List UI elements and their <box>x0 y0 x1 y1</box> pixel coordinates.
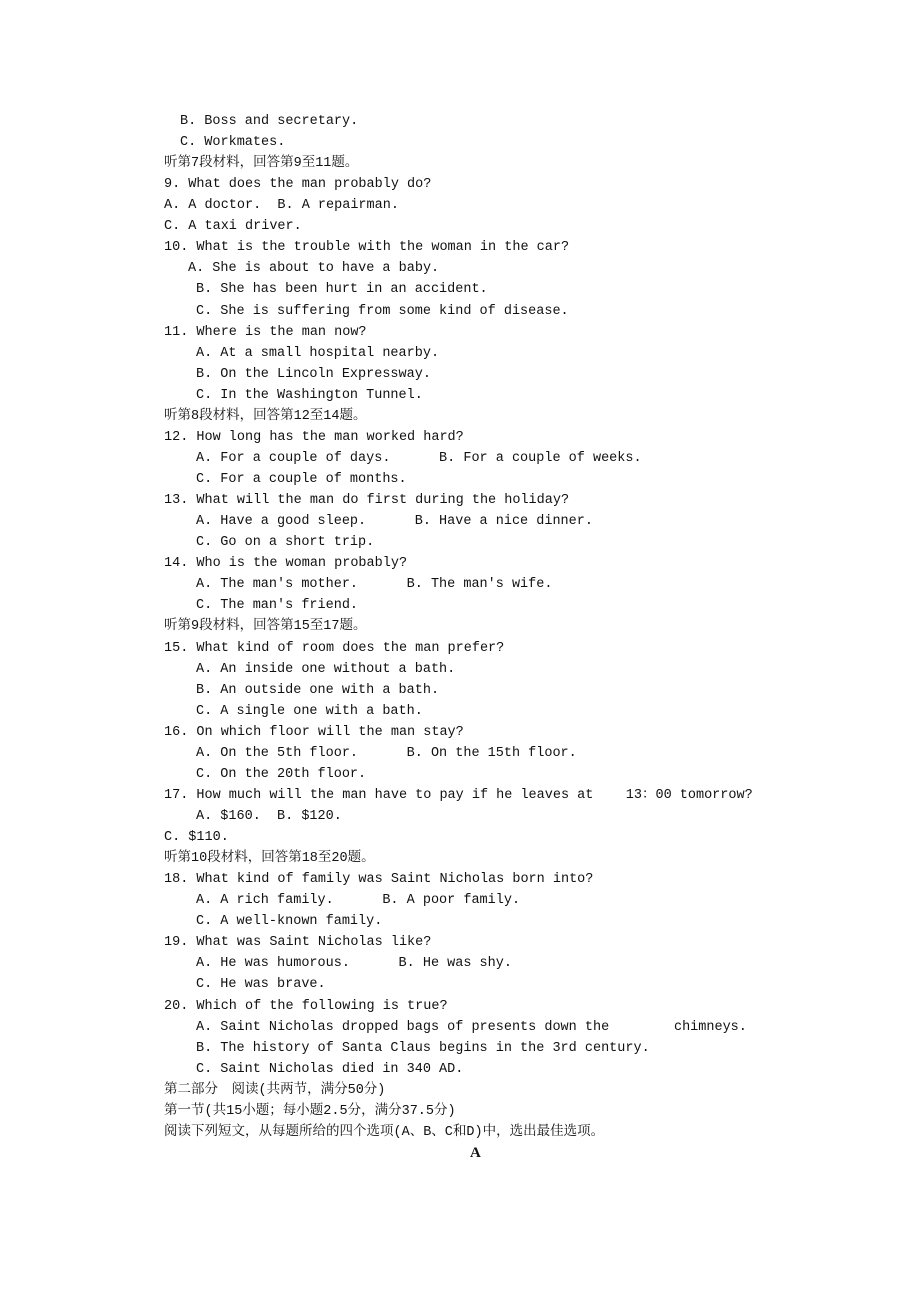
text-line: C. Go on a short trip. <box>196 535 375 551</box>
text-line: 听第10段材料，回答第18至20题。 <box>164 851 375 867</box>
text-line: 听第9段材料，回答第15至17题。 <box>164 619 367 635</box>
text-line: 16. On which floor will the man stay? <box>164 724 464 740</box>
text-line: C. A well-known family. <box>196 914 383 930</box>
text-line: C. The man's friend. <box>196 598 359 614</box>
text-line: 11. Where is the man now? <box>164 324 367 340</box>
text-line: 18. What kind of family was Saint Nicholas born into? <box>164 872 594 888</box>
text-line: A. Saint Nicholas dropped bags of presents down the chimneys. <box>196 1019 747 1035</box>
text-line: C. For a couple of months. <box>196 472 407 488</box>
text-line: A. A rich family. B. A poor family. <box>196 893 521 909</box>
text-line: 10. What is the trouble with the woman in the car? <box>164 240 570 256</box>
text-line: B. An outside one with a bath. <box>196 682 440 698</box>
text-line: B. The history of Santa Claus begins in the 3rd century. <box>196 1040 650 1056</box>
text-line: B. Boss and secretary. <box>180 114 359 129</box>
text-line: A. For a couple of days. B. For a couple of weeks. <box>196 450 642 466</box>
text-line: C. He was brave. <box>196 977 326 993</box>
passage-label: A <box>470 1144 481 1161</box>
text-line: 12. How long has the man worked hard? <box>164 429 464 445</box>
text-line: A. Have a good sleep. B. Have a nice dinner. <box>196 514 593 530</box>
text-line: A. $160. B. $120. <box>196 808 342 824</box>
text-line: C. Saint Nicholas died in 340 AD. <box>196 1061 464 1077</box>
text-line: 阅读下列短文，从每题所给的四个选项(A、B、C和D)中，选出最佳选项。 <box>164 1124 605 1140</box>
text-line: 15. What kind of room does the man prefer? <box>164 640 505 656</box>
text-line: C. She is suffering from some kind of disease. <box>196 303 569 319</box>
text-line: B. On the Lincoln Expressway. <box>196 366 431 382</box>
text-line: C. In the Washington Tunnel. <box>196 387 423 403</box>
text-line: 第二部分 阅读(共两节，满分50分) <box>164 1082 386 1098</box>
text-line: 听第7段材料，回答第9至11题。 <box>164 156 359 172</box>
text-line: C. Workmates. <box>180 135 286 151</box>
text-line: C. $110. <box>164 830 229 846</box>
text-line: 14. Who is the woman probably? <box>164 556 408 572</box>
text-line: A. The man's mother. B. The man's wife. <box>196 577 553 593</box>
text-line: A. On the 5th floor. B. On the 15th floor. <box>196 745 577 761</box>
text-line: 第一节(共15小题；每小题2.5分，满分37.5分) <box>164 1103 456 1119</box>
text-line: C. On the 20th floor. <box>196 766 367 782</box>
text-line: 19. What was Saint Nicholas like? <box>164 935 432 951</box>
text-line: A. At a small hospital nearby. <box>196 345 440 361</box>
text-line: A. A doctor. B. A repairman. <box>164 198 399 214</box>
text-line: C. A single one with a bath. <box>196 703 423 719</box>
text-line: B. She has been hurt in an accident. <box>196 282 488 298</box>
text-line: A. She is about to have a baby. <box>188 261 440 277</box>
text-line: 20. Which of the following is true? <box>164 998 448 1014</box>
text-line: C. A taxi driver. <box>164 219 302 235</box>
text-line: 9. What does the man probably do? <box>164 177 432 193</box>
text-line: 听第8段材料，回答第12至14题。 <box>164 408 367 424</box>
text-line: 17. How much will the man have to pay if he leaves at 13：00 tomorrow? <box>164 787 753 803</box>
text-line: A. An inside one without a bath. <box>196 661 456 677</box>
text-line: 13. What will the man do first during the holiday? <box>164 493 570 509</box>
text-line: A. He was humorous. B. He was shy. <box>196 956 512 972</box>
